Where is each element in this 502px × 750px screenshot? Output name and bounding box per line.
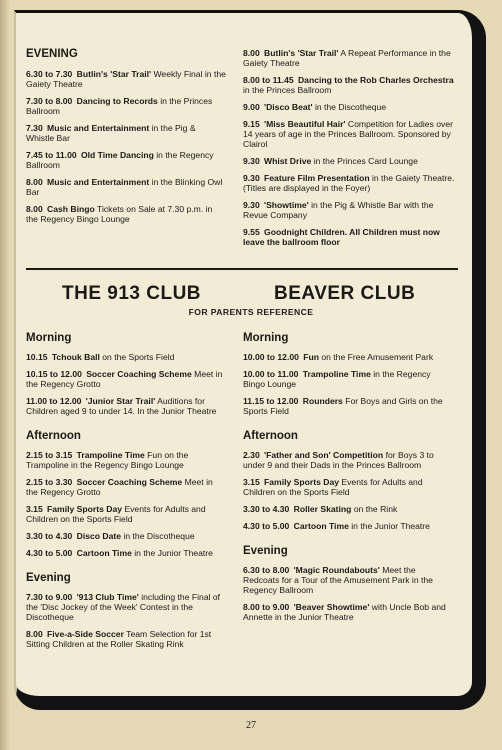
entry-text: including the Final of the 'Disc Jockey of the Week' Contest in the Discotheque [26,592,221,622]
schedule-entry [26,548,226,558]
schedule-entry [26,396,226,416]
entry-text: Meet in the Regency Grotto [26,369,223,389]
schedule-entry [243,504,453,514]
entry-title: 'Magic Roundabouts' [293,565,380,575]
schedule-entry [26,629,226,649]
schedule-entry [26,531,226,541]
schedule-entry [243,156,458,166]
schedule-entry [243,602,453,622]
schedule-entry [26,69,226,89]
entry-title: Trampoline Time [76,450,145,460]
schedule-entry [26,96,226,116]
club913-afternoon-list [26,450,226,558]
entry-text: Team Selection for 1st Sitting Children at the Roller Skating Rink [26,629,212,649]
entry-title: Dancing to the Rob Charles Orchestra [297,75,454,85]
section-divider [26,268,458,270]
entry-text: Competition for Ladies over 14 years of age in the Princes Ballroom. Sponsored by Clairol [243,119,453,149]
beaver-evening-list [243,565,453,622]
schedule-entry [243,48,458,68]
entry-text: in the Princes Ballroom [26,96,213,116]
schedule-entry [243,396,453,416]
entry-text: on the Sports Field [102,352,175,362]
entry-text: with Uncle Bob and Annette in the Junior Theatre [243,602,446,622]
entry-time: 6.30 to 8.00 [243,565,290,575]
entry-time: 4.30 to 5.00 [243,521,290,531]
entry-text: in the Regency Bingo Lounge [243,369,431,389]
schedule-entry [243,102,458,112]
entry-title: Goodnight Children. All Children must now leave the ballroom floor [243,227,440,247]
entry-time: 9.55 [243,227,260,237]
entry-time: 10.00 to 11.00 [243,369,299,379]
entry-time: 10.15 to 12.00 [26,369,82,379]
entry-title: Music and Entertainment [47,177,150,187]
club913-evening-heading: Evening [26,572,71,584]
beaver-afternoon-heading: Afternoon [243,430,298,442]
parents-reference: FOR PARENTS REFERENCE [188,307,314,317]
entry-text: in the Regency Ballroom [26,150,214,170]
entry-time: 11.15 to 12.00 [243,396,299,406]
entry-title: 'Disco Beat' [264,102,313,112]
entry-text: in the Gaiety Theatre. (Titles are displayed in the Foyer) [243,173,455,193]
page-number: 27 [246,720,256,731]
schedule-entry [243,227,458,247]
club913-title: THE 913 CLUB [62,283,202,304]
schedule-entry [26,450,226,470]
entry-title: Feature Film Presentation [264,173,370,183]
page-edge-shadow [0,0,10,750]
evening-right-column [243,48,458,254]
schedule-entry [243,173,458,193]
entry-title: Cartoon Time [76,548,132,558]
entry-title: 'Junior Star Trail' [85,396,156,406]
entry-text: Fun on the Trampoline in the Regency Bingo Lounge [26,450,189,470]
entry-time: 8.00 [243,48,260,58]
entry-text: in the Junior Theatre [134,548,213,558]
entry-title: Tchouk Ball [51,352,100,362]
entry-text: in the Discotheque [314,102,387,112]
entry-title: Cash Bingo [47,204,95,214]
entry-time: 10.00 to 12.00 [243,352,299,362]
entry-title: Soccer Coaching Scheme [86,369,192,379]
entry-text: Events for Adults and Children on the Sports Field [243,477,423,497]
entry-title: Trampoline Time [302,369,371,379]
club913-afternoon-heading: Afternoon [26,430,81,442]
entry-time: 9.00 [243,102,260,112]
schedule-entry [26,204,226,224]
entry-time: 6.30 to 7.30 [26,69,73,79]
beaver-morning-heading: Morning [243,332,289,344]
entry-title: Rounders [302,396,343,406]
entry-time: 8.00 [26,629,43,639]
beaver-evening-heading: Evening [243,545,288,557]
entry-text: in the Discotheque [123,531,195,541]
entry-title: Dancing to Records [76,96,158,106]
entry-time: 9.15 [243,119,260,129]
entry-title: Soccer Coaching Scheme [76,477,183,487]
entry-text: Meet the Redcoats for a Tour of the Amusement Park in the Regency Ballroom [243,565,433,595]
entry-time: 7.30 to 9.00 [26,592,73,602]
entry-time: 9.30 [243,173,260,183]
entry-title: Fun [303,352,319,362]
entry-text: for Boys 3 to under 9 and their Dads in the Princes Ballroom [243,450,434,470]
schedule-entry [243,119,458,149]
entry-title: Roller Skating [293,504,352,514]
entry-title: 'Father and Son' Competition [264,450,384,460]
entry-text: Weekly Final in the Gaiety Theatre [26,69,226,89]
entry-text: Events for Adults and Children on the Sports Field [26,504,206,524]
entry-title: Family Sports Day [47,504,123,514]
entry-time: 11.00 to 12.00 [26,396,82,406]
entry-text: in the Junior Theatre [351,521,430,531]
schedule-entry [26,150,226,170]
club913-morning-list [26,352,226,416]
entry-time: 7.45 to 11.00 [26,150,77,160]
schedule-entry [26,369,226,389]
club913-morning-heading: Morning [26,332,72,344]
evening-left-list [26,69,226,224]
entry-text: on the Rink [353,504,398,514]
schedule-entry [243,477,453,497]
entry-title: Disco Date [76,531,122,541]
entry-title: '913 Club Time' [76,592,139,602]
entry-text: A Repeat Performance in the Gaiety Theatre [243,48,451,68]
beaver-morning-list [243,352,453,416]
entry-text: in the Princes Ballroom [243,85,332,95]
entry-time: 8.00 [26,204,43,214]
entry-title: Music and Entertainment [47,123,150,133]
beaver-club-title: BEAVER CLUB [274,283,416,304]
entry-time: 7.30 [26,123,43,133]
schedule-entry [26,352,226,362]
entry-title: Butlin's 'Star Trail' [264,48,339,58]
entry-title: Cartoon Time [293,521,349,531]
entry-time: 8.00 to 11.45 [243,75,294,85]
schedule-entry [26,504,226,524]
evening-right-list [243,48,458,247]
schedule-entry [243,521,453,531]
entry-text: in the Pig & Whistle Bar with the Revue Company [243,200,434,220]
evening-left-column [26,48,226,231]
entry-title: 'Miss Beautiful Hair' [264,119,346,129]
schedule-entry [243,75,458,95]
entry-time: 7.30 to 8.00 [26,96,73,106]
schedule-entry [243,200,458,220]
entry-time: 9.30 [243,200,260,210]
entry-time: 2.15 to 3.30 [26,477,73,487]
entry-title: Family Sports Day [264,477,340,487]
entry-time: 9.30 [243,156,260,166]
schedule-entry [243,352,453,362]
schedule-entry [243,565,453,595]
entry-text: Tickets on Sale at 7.30 p.m. in the Regency Bingo Lounge [26,204,213,224]
entry-text: in the Princes Card Lounge [313,156,418,166]
entry-title: Whist Drive [264,156,312,166]
beaver-column [243,328,453,629]
club913-evening-list [26,592,226,649]
schedule-entry [243,369,453,389]
entry-text: For Boys and Girls on the Sports Field [243,396,443,416]
schedule-entry [26,477,226,497]
entry-text: on the Free Amusement Park [321,352,434,362]
club913-column [26,328,226,656]
entry-title: Five-a-Side Soccer [47,629,124,639]
entry-time: 4.30 to 5.00 [26,548,73,558]
entry-title: 'Showtime' [264,200,309,210]
entry-time: 3.15 [26,504,43,514]
entry-text: Meet in the Regency Grotto [26,477,213,497]
entry-text: in the Blinking Owl Bar [26,177,223,197]
schedule-entry [243,450,453,470]
schedule-entry [26,123,226,143]
entry-time: 8.00 [26,177,43,187]
entry-title: Butlin's 'Star Trail' [76,69,152,79]
entry-time: 2.30 [243,450,260,460]
entry-time: 2.15 to 3.15 [26,450,73,460]
entry-time: 3.15 [243,477,260,487]
entry-time: 10.15 [26,352,48,362]
entry-title: Old Time Dancing [80,150,154,160]
beaver-afternoon-list [243,450,453,531]
entry-time: 8.00 to 9.00 [243,602,290,612]
entry-text: Auditions for Children aged 9 to under 14. In the Junior Theatre [26,396,217,416]
entry-time: 3.30 to 4.30 [26,531,73,541]
evening-heading: EVENING [26,48,78,60]
schedule-entry [26,177,226,197]
entry-title: 'Beaver Showtime' [293,602,370,612]
entry-text: in the Pig & Whistle Bar [26,123,196,143]
schedule-entry [26,592,226,622]
entry-time: 3.30 to 4.30 [243,504,290,514]
